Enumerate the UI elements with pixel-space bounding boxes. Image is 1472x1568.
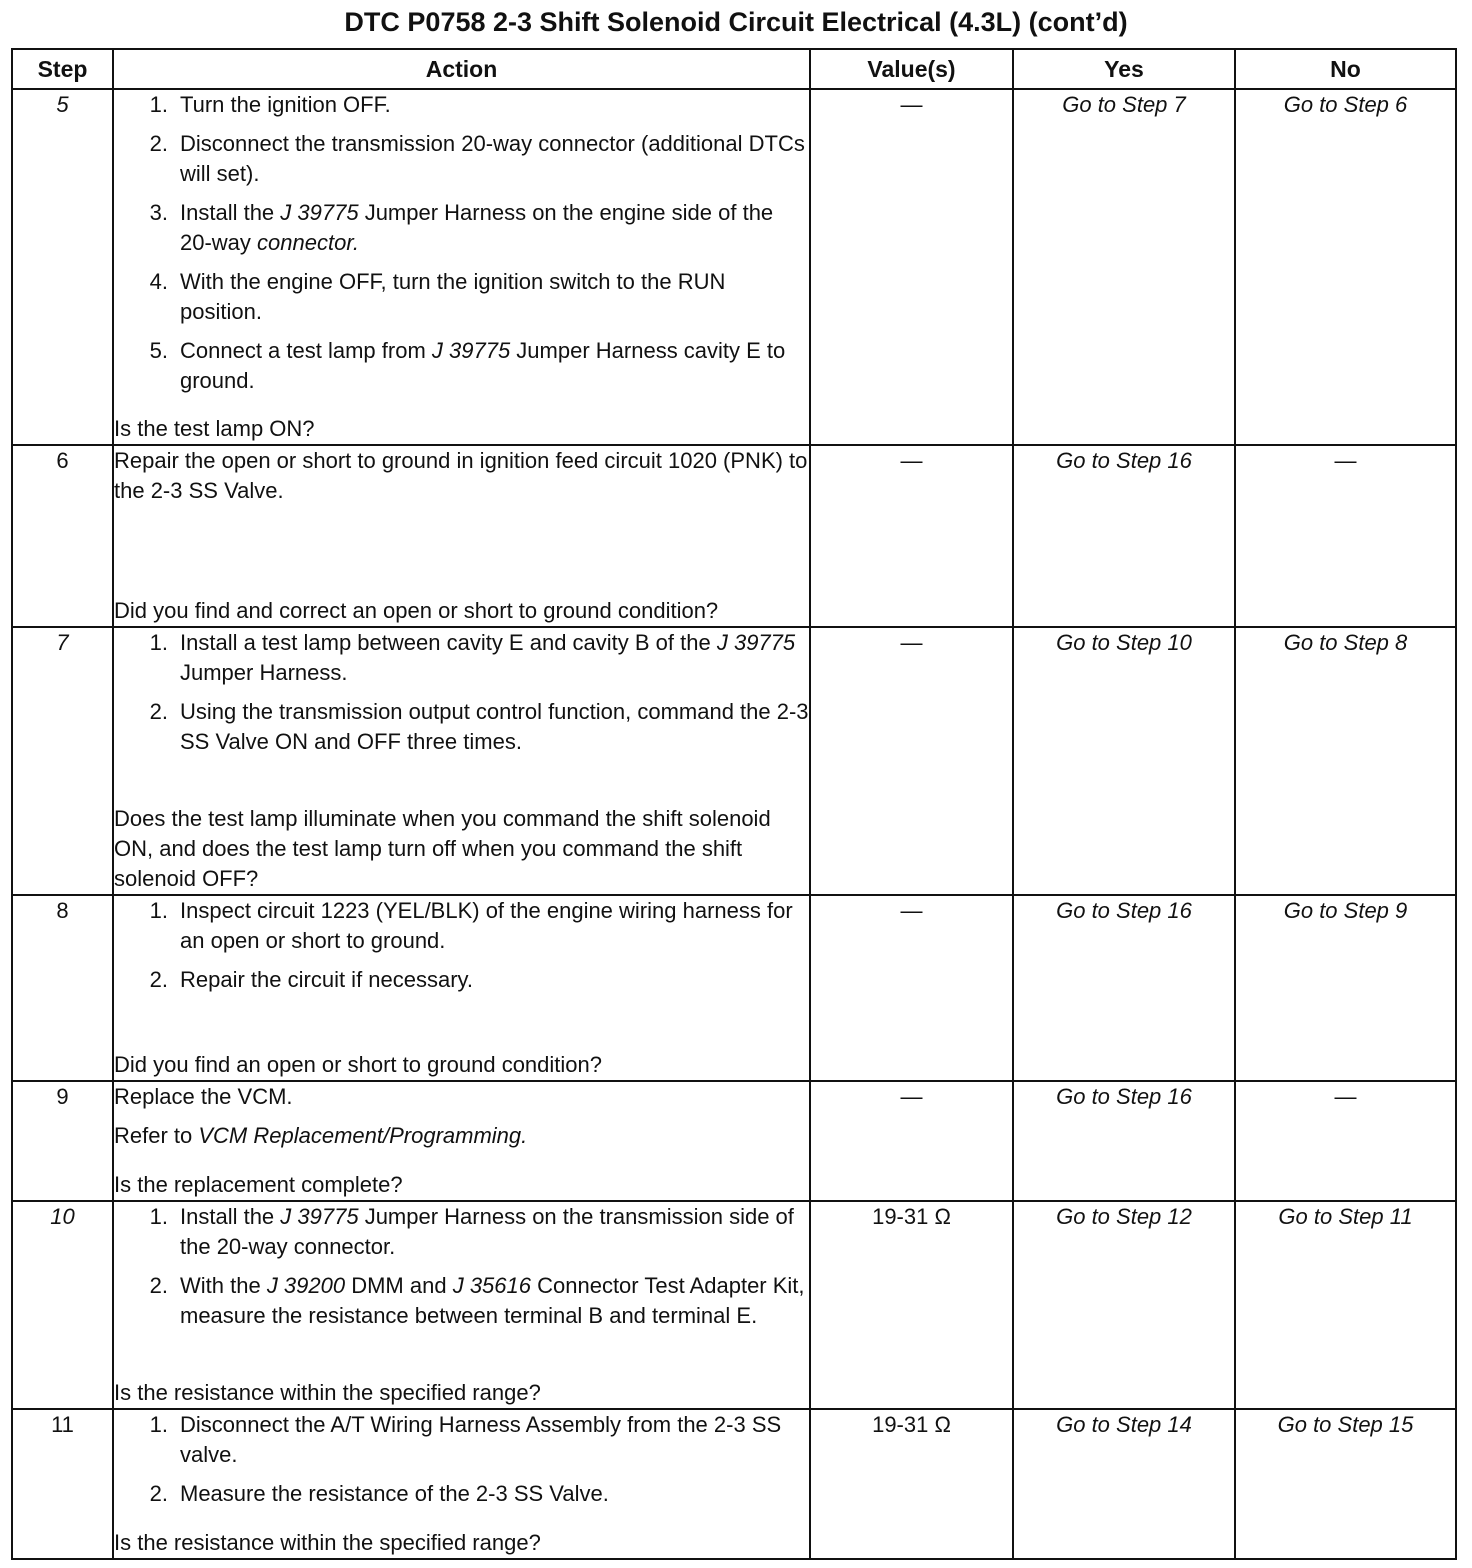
instruction-list [114, 628, 809, 757]
instruction-number: 4. [149, 269, 168, 294]
action-instructions [114, 1410, 809, 1518]
italic-reference: J 39775 [716, 630, 796, 655]
value-cell: — [810, 895, 1013, 1081]
instruction-text: Measure the resistance of the 2-3 SS Valve. [180, 1481, 609, 1506]
table-row [12, 445, 1456, 627]
instruction-text: Repair the circuit if necessary. [180, 967, 474, 992]
no-cell: — [1235, 445, 1456, 627]
yes-cell: Go to Step 16 [1013, 895, 1235, 1081]
header-action: Action [113, 49, 810, 89]
yes-cell: Go to Step 16 [1013, 1081, 1235, 1201]
instruction-text: Install the J 39775 Jumper Harness on the transmission side of the 20-way connector. [180, 1204, 794, 1259]
header-no: No [1235, 49, 1456, 89]
action-content [114, 1202, 809, 1408]
yes-cell: Go to Step 16 [1013, 445, 1235, 627]
action-cell [113, 1081, 810, 1201]
instruction-text: With the J 39200 DMM and J 35616 Connector Test Adapter Kit, measure the resistance between terminal B and terminal E. [180, 1273, 805, 1328]
step-number: 6 [12, 445, 113, 627]
no-cell: Go to Step 8 [1235, 627, 1456, 895]
instruction-paragraph: Repair the open or short to ground in ignition feed circuit 1020 (PNK) to the 2-3 SS Valve. [114, 448, 808, 503]
step-number: 7 [12, 627, 113, 895]
instruction-number: 1. [149, 630, 168, 655]
instruction-list [114, 896, 809, 995]
action-question: Is the resistance within the specified range? [114, 1530, 541, 1555]
action-question: Is the test lamp ON? [114, 416, 315, 441]
instruction-number: 1. [149, 1412, 168, 1437]
instruction-number: 3. [149, 200, 168, 225]
value-cell: — [810, 1081, 1013, 1201]
instruction-number: 5. [149, 338, 168, 363]
italic-reference: J 39200 [266, 1273, 346, 1298]
instruction-item [114, 267, 809, 327]
action-cell [113, 1201, 810, 1409]
step-number: 11 [12, 1409, 113, 1559]
instruction-item [114, 129, 809, 189]
action-cell [113, 89, 810, 445]
action-content [114, 90, 809, 444]
yes-cell: Go to Step 12 [1013, 1201, 1235, 1409]
instruction-number: 1. [149, 1204, 168, 1229]
action-content [114, 628, 809, 894]
action-instructions [114, 1082, 809, 1160]
action-question: Is the replacement complete? [114, 1172, 403, 1197]
instruction-item [114, 1202, 809, 1262]
instruction-number: 2. [149, 131, 168, 156]
header-values: Value(s) [810, 49, 1013, 89]
step-number: 8 [12, 895, 113, 1081]
step-number: 10 [12, 1201, 113, 1409]
instruction-list [114, 1410, 809, 1509]
instruction-text: Install the J 39775 Jumper Harness on the engine side of the 20-way connector. [180, 200, 774, 255]
instruction-text: Disconnect the transmission 20-way connector (additional DTCs will set). [180, 131, 805, 186]
step-number: 9 [12, 1081, 113, 1201]
no-cell: Go to Step 15 [1235, 1409, 1456, 1559]
action-instructions [114, 896, 809, 1004]
action-question: Did you find and correct an open or short to ground condition? [114, 598, 719, 623]
italic-reference: J 39775 [280, 200, 359, 225]
instruction-paragraph: Replace the VCM. [114, 1084, 293, 1109]
instruction-item [114, 628, 809, 688]
action-instructions [114, 1202, 809, 1340]
instruction-paragraph: Refer to VCM Replacement/Programming. [114, 1123, 528, 1148]
dtc-table [11, 48, 1457, 1560]
instruction-item [114, 697, 809, 757]
yes-cell: Go to Step 14 [1013, 1409, 1235, 1559]
instruction-item [114, 1410, 809, 1470]
table-row [12, 895, 1456, 1081]
instruction-text: Disconnect the A/T Wiring Harness Assembly from the 2-3 SS valve. [180, 1412, 782, 1467]
value-cell: — [810, 627, 1013, 895]
instruction-number: 2. [149, 1273, 168, 1298]
instruction-item [114, 336, 809, 396]
instruction-text: Inspect circuit 1223 (YEL/BLK) of the engine wiring harness for an open or short to ground. [180, 898, 793, 953]
value-cell: — [810, 445, 1013, 627]
instruction-item [114, 90, 809, 120]
instruction-text: Install a test lamp between cavity E and cavity B of the J 39775 Jumper Harness. [180, 630, 796, 685]
instruction-text: Turn the ignition OFF. [180, 92, 391, 117]
instruction-item [114, 1271, 809, 1331]
instruction-text: With the engine OFF, turn the ignition switch to the RUN position. [180, 269, 726, 324]
action-question: Did you find an open or short to ground condition? [114, 1052, 602, 1077]
table-row [12, 89, 1456, 445]
instruction-number: 1. [149, 92, 168, 117]
table-row [12, 1201, 1456, 1409]
header-row [12, 49, 1456, 89]
no-cell: Go to Step 9 [1235, 895, 1456, 1081]
action-question: Does the test lamp illuminate when you command the shift solenoid ON, and does the test lamp turn off when you command the shift solenoid OFF? [114, 806, 771, 891]
table-row [12, 627, 1456, 895]
instruction-list [114, 1202, 809, 1331]
action-content [114, 1410, 809, 1558]
action-instructions [114, 628, 809, 766]
instruction-number: 1. [149, 898, 168, 923]
instruction-text: Using the transmission output control function, command the 2-3 SS Valve ON and OFF three times. [180, 699, 809, 754]
value-cell: — [810, 89, 1013, 445]
instruction-item [114, 896, 809, 956]
table-row [12, 1409, 1456, 1559]
action-instructions [114, 90, 809, 405]
value-cell: 19-31 Ω [810, 1409, 1013, 1559]
action-content [114, 1082, 809, 1200]
italic-reference: J 39775 [431, 338, 511, 363]
action-content [114, 896, 809, 1080]
instruction-number: 2. [149, 699, 168, 724]
instruction-list [114, 90, 809, 396]
no-cell: Go to Step 6 [1235, 89, 1456, 445]
header-step: Step [12, 49, 113, 89]
instruction-number: 2. [149, 1481, 168, 1506]
action-cell [113, 1409, 810, 1559]
no-cell: Go to Step 11 [1235, 1201, 1456, 1409]
action-content [114, 446, 809, 626]
step-number: 5 [12, 89, 113, 445]
action-instructions [114, 446, 809, 515]
action-cell [113, 895, 810, 1081]
yes-cell: Go to Step 10 [1013, 627, 1235, 895]
action-question: Is the resistance within the specified range? [114, 1380, 541, 1405]
action-cell [113, 445, 810, 627]
instruction-number: 2. [149, 967, 168, 992]
header-yes: Yes [1013, 49, 1235, 89]
instruction-text: Connect a test lamp from J 39775 Jumper Harness cavity E to ground. [180, 338, 786, 393]
italic-reference: J 35616 [452, 1273, 531, 1298]
italic-reference: connector. [257, 230, 359, 255]
table-row [12, 1081, 1456, 1201]
instruction-item [114, 1479, 809, 1509]
no-cell: — [1235, 1081, 1456, 1201]
yes-cell: Go to Step 7 [1013, 89, 1235, 445]
instruction-item [114, 198, 809, 258]
instruction-item [114, 965, 809, 995]
italic-reference: VCM Replacement/Programming. [198, 1123, 528, 1148]
action-cell [113, 627, 810, 895]
page-title: DTC P0758 2-3 Shift Solenoid Circuit Electrical (4.3L) (cont’d) [344, 7, 1128, 37]
italic-reference: J 39775 [280, 1204, 359, 1229]
value-cell: 19-31 Ω [810, 1201, 1013, 1409]
